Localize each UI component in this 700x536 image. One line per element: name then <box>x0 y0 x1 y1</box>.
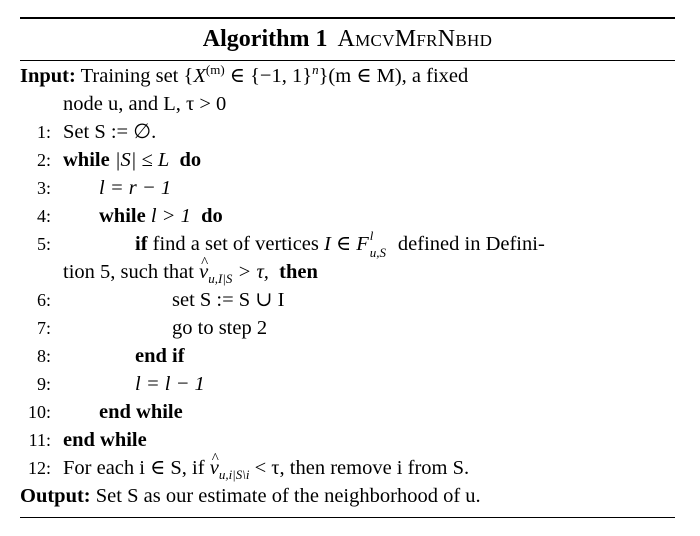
end-if-keyword: end if <box>135 345 185 367</box>
line-text <box>63 258 318 286</box>
algorithm-name: AmcvMfrNbhd <box>337 25 493 52</box>
while-condition: l > 1 <box>150 205 191 227</box>
line-5-cmp: > τ, <box>232 261 269 283</box>
input-text-a: Training set { <box>80 65 194 87</box>
line-number: 1: <box>36 122 51 142</box>
input-x: X <box>193 65 206 87</box>
bottom-rule <box>20 517 675 518</box>
line-text: l = r − 1 <box>99 177 172 199</box>
do-keyword: do <box>201 205 223 227</box>
input-in-set: ∈ {−1, 1} <box>224 65 313 87</box>
line-number: 2: <box>36 150 51 170</box>
line-12-v: ^ v <box>210 454 219 482</box>
line-text: Set S := ∅. <box>63 121 157 143</box>
line-12-text-b: < τ, then remove i from S. <box>249 457 470 479</box>
while-keyword: while <box>99 205 146 227</box>
line-text: l = l − 1 <box>135 373 205 395</box>
line-5-set: I ∈ F <box>324 233 369 255</box>
input-x-sup: (m) <box>205 62 225 78</box>
if-keyword: if <box>135 233 148 255</box>
line-number: 9: <box>36 374 51 394</box>
output-body: Set S as our estimate of the neighborhood of u. <box>95 485 481 507</box>
do-keyword: do <box>179 149 202 171</box>
line-number: 12: <box>27 458 51 478</box>
line-text <box>135 230 545 258</box>
line-5-scripts: l u,S <box>369 228 387 260</box>
algorithm-label: Algorithm 1 <box>202 25 328 52</box>
line-number: 3: <box>36 178 51 198</box>
line-5-text-a: find a set of vertices <box>152 233 319 255</box>
input-text-c: node u, and L, τ > 0 <box>63 93 227 115</box>
input-text <box>20 62 675 90</box>
end-while-keyword: end while <box>99 401 183 423</box>
line-5-text-c: tion 5, such that <box>63 261 194 283</box>
line-text <box>99 202 223 230</box>
while-condition: |S| ≤ L <box>114 149 170 171</box>
line-number: 4: <box>36 206 51 226</box>
line-text: go to step 2 <box>172 317 268 339</box>
line-number: 8: <box>36 346 51 366</box>
line-number: 11: <box>28 430 51 450</box>
line-12-text-a: For each i ∈ S, if <box>63 457 205 479</box>
line-text <box>63 454 469 482</box>
input-keyword: Input: <box>20 65 76 87</box>
output-text <box>20 482 481 510</box>
line-5-v-sub: u,I|S <box>208 271 233 287</box>
line-5-text-b: defined in Defini- <box>397 233 545 255</box>
line-text: set S := S ∪ I <box>172 289 285 311</box>
line-number: 5: <box>36 234 51 254</box>
top-rule <box>20 17 675 19</box>
line-number: 7: <box>36 318 51 338</box>
input-n-sup: n <box>312 62 319 78</box>
header-rule <box>20 60 675 61</box>
while-keyword: while <box>63 149 110 171</box>
then-keyword: then <box>279 261 318 283</box>
line-number: 6: <box>36 290 51 310</box>
line-12-v-sub: u,i|S\i <box>218 467 250 483</box>
algorithm-title <box>20 20 675 58</box>
line-5-v: ^ v <box>199 258 208 286</box>
input-text-b: }(m ∈ M), a fixed <box>318 65 469 87</box>
line-text <box>63 146 201 174</box>
end-while-keyword: end while <box>63 429 147 451</box>
line-number: 10: <box>27 402 51 422</box>
output-keyword: Output: <box>20 485 91 507</box>
